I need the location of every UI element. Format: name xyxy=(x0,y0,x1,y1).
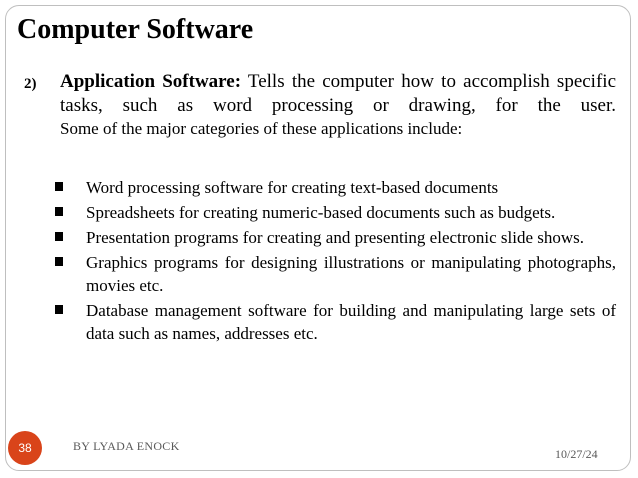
list-item xyxy=(55,176,616,199)
bullet-text: Presentation programs for creating and presenting electronic slide shows. xyxy=(86,228,585,247)
footer-date: 10/27/24 xyxy=(555,447,598,461)
list-item xyxy=(55,201,616,224)
square-bullet-icon xyxy=(55,207,63,216)
square-bullet-icon xyxy=(55,305,63,314)
intro-paragraph xyxy=(60,70,616,118)
list-item xyxy=(55,251,616,297)
intro-block xyxy=(24,70,616,140)
list-item xyxy=(55,299,616,345)
list-item xyxy=(55,226,616,249)
bullet-list xyxy=(55,176,616,347)
bullet-text: Word processing software for creating text-based documents xyxy=(86,178,499,197)
page-number-badge: 38 xyxy=(8,431,42,465)
footer-author: BY LYADA ENOCK xyxy=(73,439,180,453)
lead-text: Tells the computer how to accomplish specific tasks, such as word processing or drawing, for the user. xyxy=(60,71,616,116)
square-bullet-icon xyxy=(55,257,63,266)
lead-term: Application Software: xyxy=(60,71,242,92)
square-bullet-icon xyxy=(55,182,63,191)
bullet-text: Spreadsheets for creating numeric-based documents such as budgets. xyxy=(86,203,556,222)
slide-title: Computer Software xyxy=(17,14,254,45)
bullet-text: Database management software for building and manipulating large sets of data such as names, addresses etc. xyxy=(86,301,616,343)
bullet-text: Graphics programs for designing illustrations or manipulating photographs, movies etc. xyxy=(86,253,616,295)
square-bullet-icon xyxy=(55,232,63,241)
section-number: 2) xyxy=(24,76,37,92)
intro-categories-line: Some of the major categories of these applications include: xyxy=(60,119,463,138)
